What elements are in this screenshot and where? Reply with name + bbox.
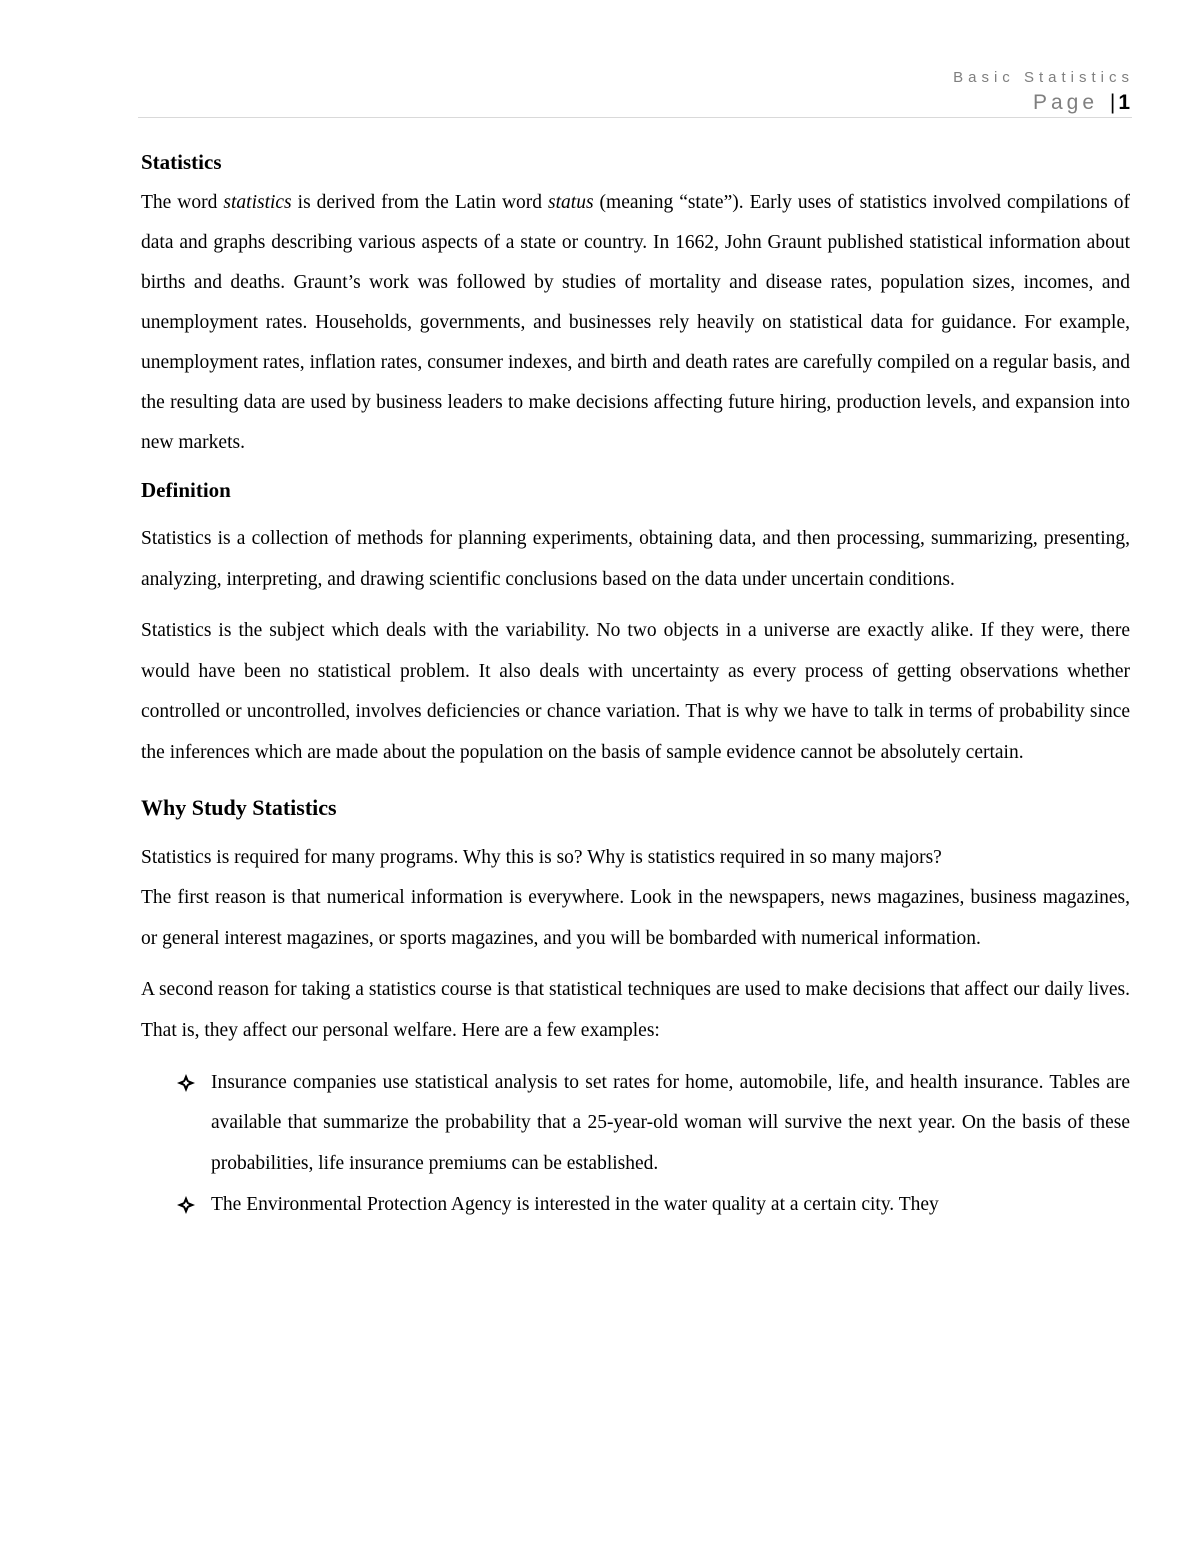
emphasis-statistics: statistics	[223, 192, 292, 213]
document-body	[141, 145, 1130, 1226]
list-item	[141, 1063, 1130, 1185]
heading-statistics: Statistics	[141, 150, 222, 174]
text-run: The word	[141, 192, 224, 213]
page-number: 1	[1118, 91, 1130, 114]
paragraph-second-reason: A second reason for taking a statistics course is that statistical techniques are used to make decisions that affect our daily lives. That is, they affect our personal welfare. Here are a few examples:	[141, 979, 1130, 1041]
paragraph-variability: Statistics is the subject which deals with the variability. No two objects in a universe are exactly alike. If they were, there would have been no statistical problem. It also deals with uncertainty as every process of getting observations whether controlled or uncontrolled, involves deficiencies or chance variation. That is why we have to talk in terms of probability since the inferences which are made about the population on the basis of sample evidence cannot be absolutely certain.	[141, 620, 1130, 763]
paragraph-why-programs: Statistics is required for many programs. Why this is so? Why is statistics required in so many majors?	[141, 846, 942, 868]
four-diamond-bullet-icon	[176, 1195, 196, 1215]
list-item	[141, 1185, 1130, 1226]
paragraph-statistics-intro	[141, 183, 1130, 463]
page-separator: |	[1109, 91, 1116, 114]
text-run: is derived from the Latin word	[291, 192, 549, 213]
examples-list	[141, 1063, 1130, 1226]
heading-definition: Definition	[141, 478, 231, 502]
page-label: Page	[1032, 91, 1098, 114]
list-item-text: Insurance companies use statistical analysis to set rates for home, automobile, life, and health insurance. Tables are available that summarize the probability that a 25-year-old woman will survive the next year. On the basis of these probabilities, life insurance premiums can be established.	[211, 1071, 1130, 1174]
four-diamond-bullet-icon	[176, 1073, 196, 1093]
paragraph-first-reason: The first reason is that numerical information is everywhere. Look in the newspapers, news magazines, business magazines, or general interest magazines, or sports magazines, and you will be bombarded with numerical information.	[141, 887, 1130, 949]
header-title: Basic Statistics	[953, 69, 1134, 86]
page-header	[953, 66, 1134, 116]
paragraph-definition: Statistics is a collection of methods for planning experiments, obtaining data, and then processing, summarizing, presenting, analyzing, interpreting, and drawing scientific conclusions based on the data under uncertain conditions.	[141, 528, 1130, 590]
list-item-text: The Environmental Protection Agency is interested in the water quality at a certain city. They	[211, 1194, 939, 1216]
heading-why-study-statistics: Why Study Statistics	[141, 794, 337, 820]
header-page-number	[953, 90, 1130, 116]
emphasis-status: status	[548, 192, 594, 213]
text-run: (meaning “state”). Early uses of statistics involved compilations of data and graphs describing various aspects of a state or country. In 1662, John Graunt published statistical information about births and deaths. Graunt’s work was followed by studies of mortality and disease rates, population sizes, incomes, and unemployment rates. Households, governments, and businesses rely heavily on statistical data for guidance. For example, unemployment rates, inflation rates, consumer indexes, and birth and death rates are carefully compiled on a regular basis, and the resulting data are used by business leaders to make decisions affecting future hiring, production levels, and expansion into new markets.	[141, 192, 1130, 453]
header-divider	[138, 117, 1132, 118]
